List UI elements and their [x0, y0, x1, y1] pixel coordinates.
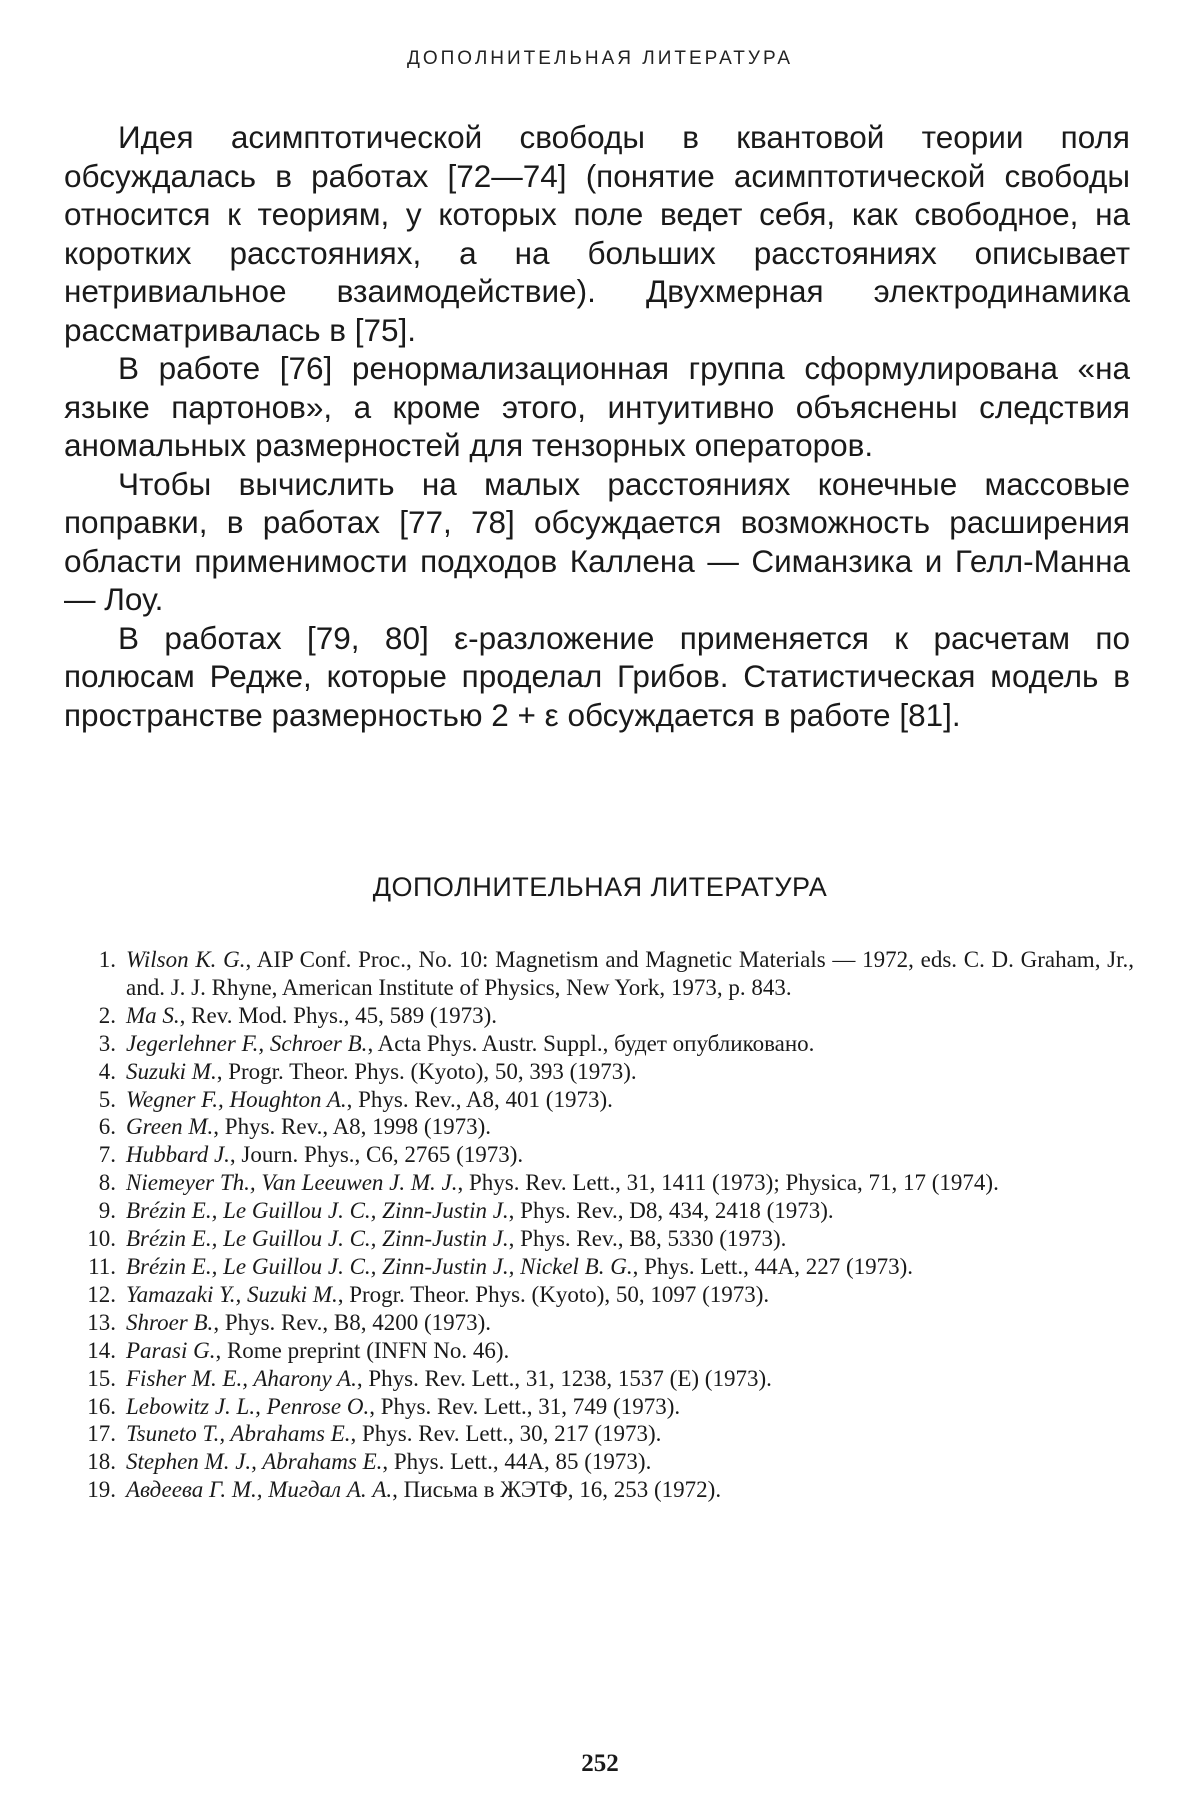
reference-number: 7.	[98, 1142, 116, 1168]
reference-source: , Phys. Rev., B8, 5330 (1973).	[508, 1226, 787, 1252]
reference-number: 17.	[87, 1421, 116, 1447]
reference-source: , Phys. Rev. Lett., 30, 217 (1973).	[350, 1421, 662, 1447]
paragraph: В работе [76] ренормализационная группа сформулирована «на языке партонов», а кроме этого, интуитивно объяснены следствия аномальных размерностей для тензорных операторов.	[64, 350, 1130, 463]
reference-text	[116, 1169, 1134, 1197]
reference-item	[56, 1393, 1134, 1421]
reference-source: , Acta Phys. Austr. Suppl., будет опубликовано.	[367, 1030, 815, 1056]
reference-item	[56, 1058, 1134, 1086]
reference-list	[56, 946, 1134, 1504]
reference-authors: Brézin E., Le Guillou J. C., Zinn-Justin J.	[126, 1226, 509, 1252]
reference-number: 14.	[87, 1337, 116, 1363]
reference-number: 9.	[98, 1198, 116, 1224]
reference-number: 5.	[98, 1086, 116, 1112]
reference-number: 11.	[88, 1253, 116, 1279]
reference-source: , Journ. Phys., C6, 2765 (1973).	[229, 1142, 524, 1168]
reference-text	[116, 1309, 1134, 1337]
reference-source: , Phys. Lett., 44A, 227 (1973).	[632, 1253, 914, 1279]
reference-text	[116, 1058, 1134, 1086]
reference-number: 6.	[98, 1114, 116, 1140]
reference-text	[116, 1476, 1134, 1504]
reference-text	[116, 1002, 1134, 1030]
reference-source: , Phys. Rev., D8, 434, 2418 (1973).	[508, 1198, 834, 1224]
running-head: ДОПОЛНИТЕЛЬНАЯ ЛИТЕРАТУРА	[406, 48, 794, 69]
reference-source: , AIP Conf. Proc., No. 10: Magnetism and Magnetic Materials — 1972, eds. C. D. Graham, Jr., and. J. J. Rhyne, American Institute of Physics, New York, 1973, p. 843.	[126, 947, 1134, 1000]
reference-text	[116, 1141, 1134, 1169]
reference-number: 13.	[87, 1309, 116, 1335]
reference-text	[116, 1337, 1134, 1365]
reference-item	[56, 1309, 1134, 1337]
reference-item	[56, 1253, 1134, 1281]
reference-authors: Wilson K. G.	[126, 947, 246, 972]
reference-authors: Niemeyer Th., Van Leeuwen J. M. J.	[126, 1170, 458, 1196]
reference-authors: Lebowitz J. L., Penrose O.	[126, 1393, 370, 1419]
reference-text	[116, 946, 1134, 1002]
reference-source: , Rome preprint (INFN No. 46).	[215, 1337, 510, 1363]
reference-authors: Hubbard J.	[126, 1142, 230, 1168]
reference-source: , Progr. Theor. Phys. (Kyoto), 50, 1097 (1973).	[337, 1281, 770, 1307]
reference-authors: Shroer B.	[126, 1309, 214, 1335]
reference-text	[116, 1086, 1134, 1114]
section-title: ДОПОЛНИТЕЛЬНАЯ ЛИТЕРАТУРА	[372, 872, 828, 902]
reference-authors: Tsuneto T., Abrahams E.	[126, 1421, 351, 1447]
reference-authors: Suzuki M.	[126, 1058, 217, 1084]
reference-number: 1.	[98, 947, 116, 972]
reference-source: , Phys. Rev., A8, 401 (1973).	[346, 1086, 613, 1112]
paragraph: В работах [79, 80] ε-разложение применяется к расчетам по полюсам Редже, которые проделал Грибов. Статистическая модель в пространстве размерностью 2 + ε обсуждается в работе [81].	[64, 619, 1130, 733]
reference-source: , Phys. Lett., 44A, 85 (1973).	[382, 1449, 652, 1475]
reference-source: , Progr. Theor. Phys. (Kyoto), 50, 393 (1973).	[216, 1058, 637, 1084]
paragraph: Чтобы вычислить на малых расстояниях конечные массовые поправки, в работах [77, 78] обсуждается возможность расширения области применимости подходов Каллена — Симанзика и Гелл-Манна — Лоу.	[64, 465, 1130, 617]
reference-text	[116, 1225, 1134, 1253]
reference-text	[116, 1448, 1134, 1476]
reference-text	[116, 1393, 1134, 1421]
reference-number: 15.	[87, 1365, 116, 1391]
reference-authors: Yamazaki Y., Suzuki M.	[126, 1281, 338, 1307]
reference-authors: Stephen M. J., Abrahams E.	[126, 1449, 383, 1475]
reference-authors: Fisher M. E., Aharony A.	[126, 1365, 357, 1391]
reference-source: , Phys. Rev. Lett., 31, 749 (1973).	[369, 1393, 681, 1419]
reference-item	[56, 1141, 1134, 1169]
reference-text	[116, 1365, 1134, 1393]
reference-source: , Phys. Rev. Lett., 31, 1411 (1973); Physica, 71, 17 (1974).	[457, 1170, 999, 1196]
reference-number: 16.	[87, 1393, 116, 1419]
reference-number: 2.	[98, 1002, 116, 1028]
reference-source: , Phys. Rev. Lett., 31, 1238, 1537 (E) (1973).	[356, 1365, 772, 1391]
reference-item	[56, 1476, 1134, 1504]
reference-item	[56, 1420, 1134, 1448]
reference-item	[56, 1448, 1134, 1476]
reference-number: 3.	[98, 1030, 116, 1056]
reference-item	[56, 946, 1134, 1002]
reference-authors: Green M.	[126, 1114, 214, 1140]
reference-item	[56, 1169, 1134, 1197]
reference-item	[56, 1030, 1134, 1058]
reference-authors: Авдеева Г. М., Мигдал А. А.	[126, 1477, 393, 1503]
reference-source: , Rev. Mod. Phys., 45, 589 (1973).	[179, 1002, 497, 1028]
reference-text	[116, 1420, 1134, 1448]
reference-number: 12.	[87, 1281, 116, 1307]
reference-authors: Brézin E., Le Guillou J. C., Zinn-Justin J., Nickel B. G.	[126, 1253, 633, 1279]
reference-number: 10.	[87, 1226, 116, 1252]
reference-item	[56, 1281, 1134, 1309]
reference-item	[56, 1002, 1134, 1030]
reference-authors: Jegerlehner F., Schroer B.	[126, 1030, 368, 1056]
reference-authors: Ma S.	[126, 1002, 180, 1028]
page-number: 252	[581, 1750, 619, 1777]
reference-authors: Wegner F., Houghton A.	[126, 1086, 347, 1112]
reference-item	[56, 1086, 1134, 1114]
reference-item	[56, 1197, 1134, 1225]
reference-authors: Parasi G.	[126, 1337, 216, 1363]
reference-authors: Brézin E., Le Guillou J. C., Zinn-Justin J.	[126, 1198, 509, 1224]
reference-text	[116, 1197, 1134, 1225]
reference-item	[56, 1365, 1134, 1393]
reference-item	[56, 1225, 1134, 1253]
reference-source: , Phys. Rev., A8, 1998 (1973).	[213, 1114, 492, 1140]
reference-number: 18.	[87, 1449, 116, 1475]
reference-number: 8.	[98, 1170, 116, 1196]
reference-item	[56, 1113, 1134, 1141]
reference-source: , Письма в ЖЭТФ, 16, 253 (1972).	[392, 1477, 722, 1503]
reference-number: 4.	[98, 1058, 116, 1084]
reference-number: 19.	[87, 1477, 116, 1503]
reference-text	[116, 1281, 1134, 1309]
main-text	[64, 118, 1130, 734]
reference-text	[116, 1030, 1134, 1058]
reference-item	[56, 1337, 1134, 1365]
paragraph: Идея асимптотической свободы в квантовой теории поля обсуждалась в работах [72—74] (понятие асимптотической свободы относится к теориям, у которых поле ведет себя, как свободное, на коротких расстояниях, а на больших расстояниях описывает нетривиальное взаимодействие). Двухмерная электродинамика рассматривалась в [75].	[64, 119, 1130, 348]
reference-text	[116, 1113, 1134, 1141]
reference-text	[116, 1253, 1134, 1281]
reference-source: , Phys. Rev., B8, 4200 (1973).	[213, 1309, 492, 1335]
